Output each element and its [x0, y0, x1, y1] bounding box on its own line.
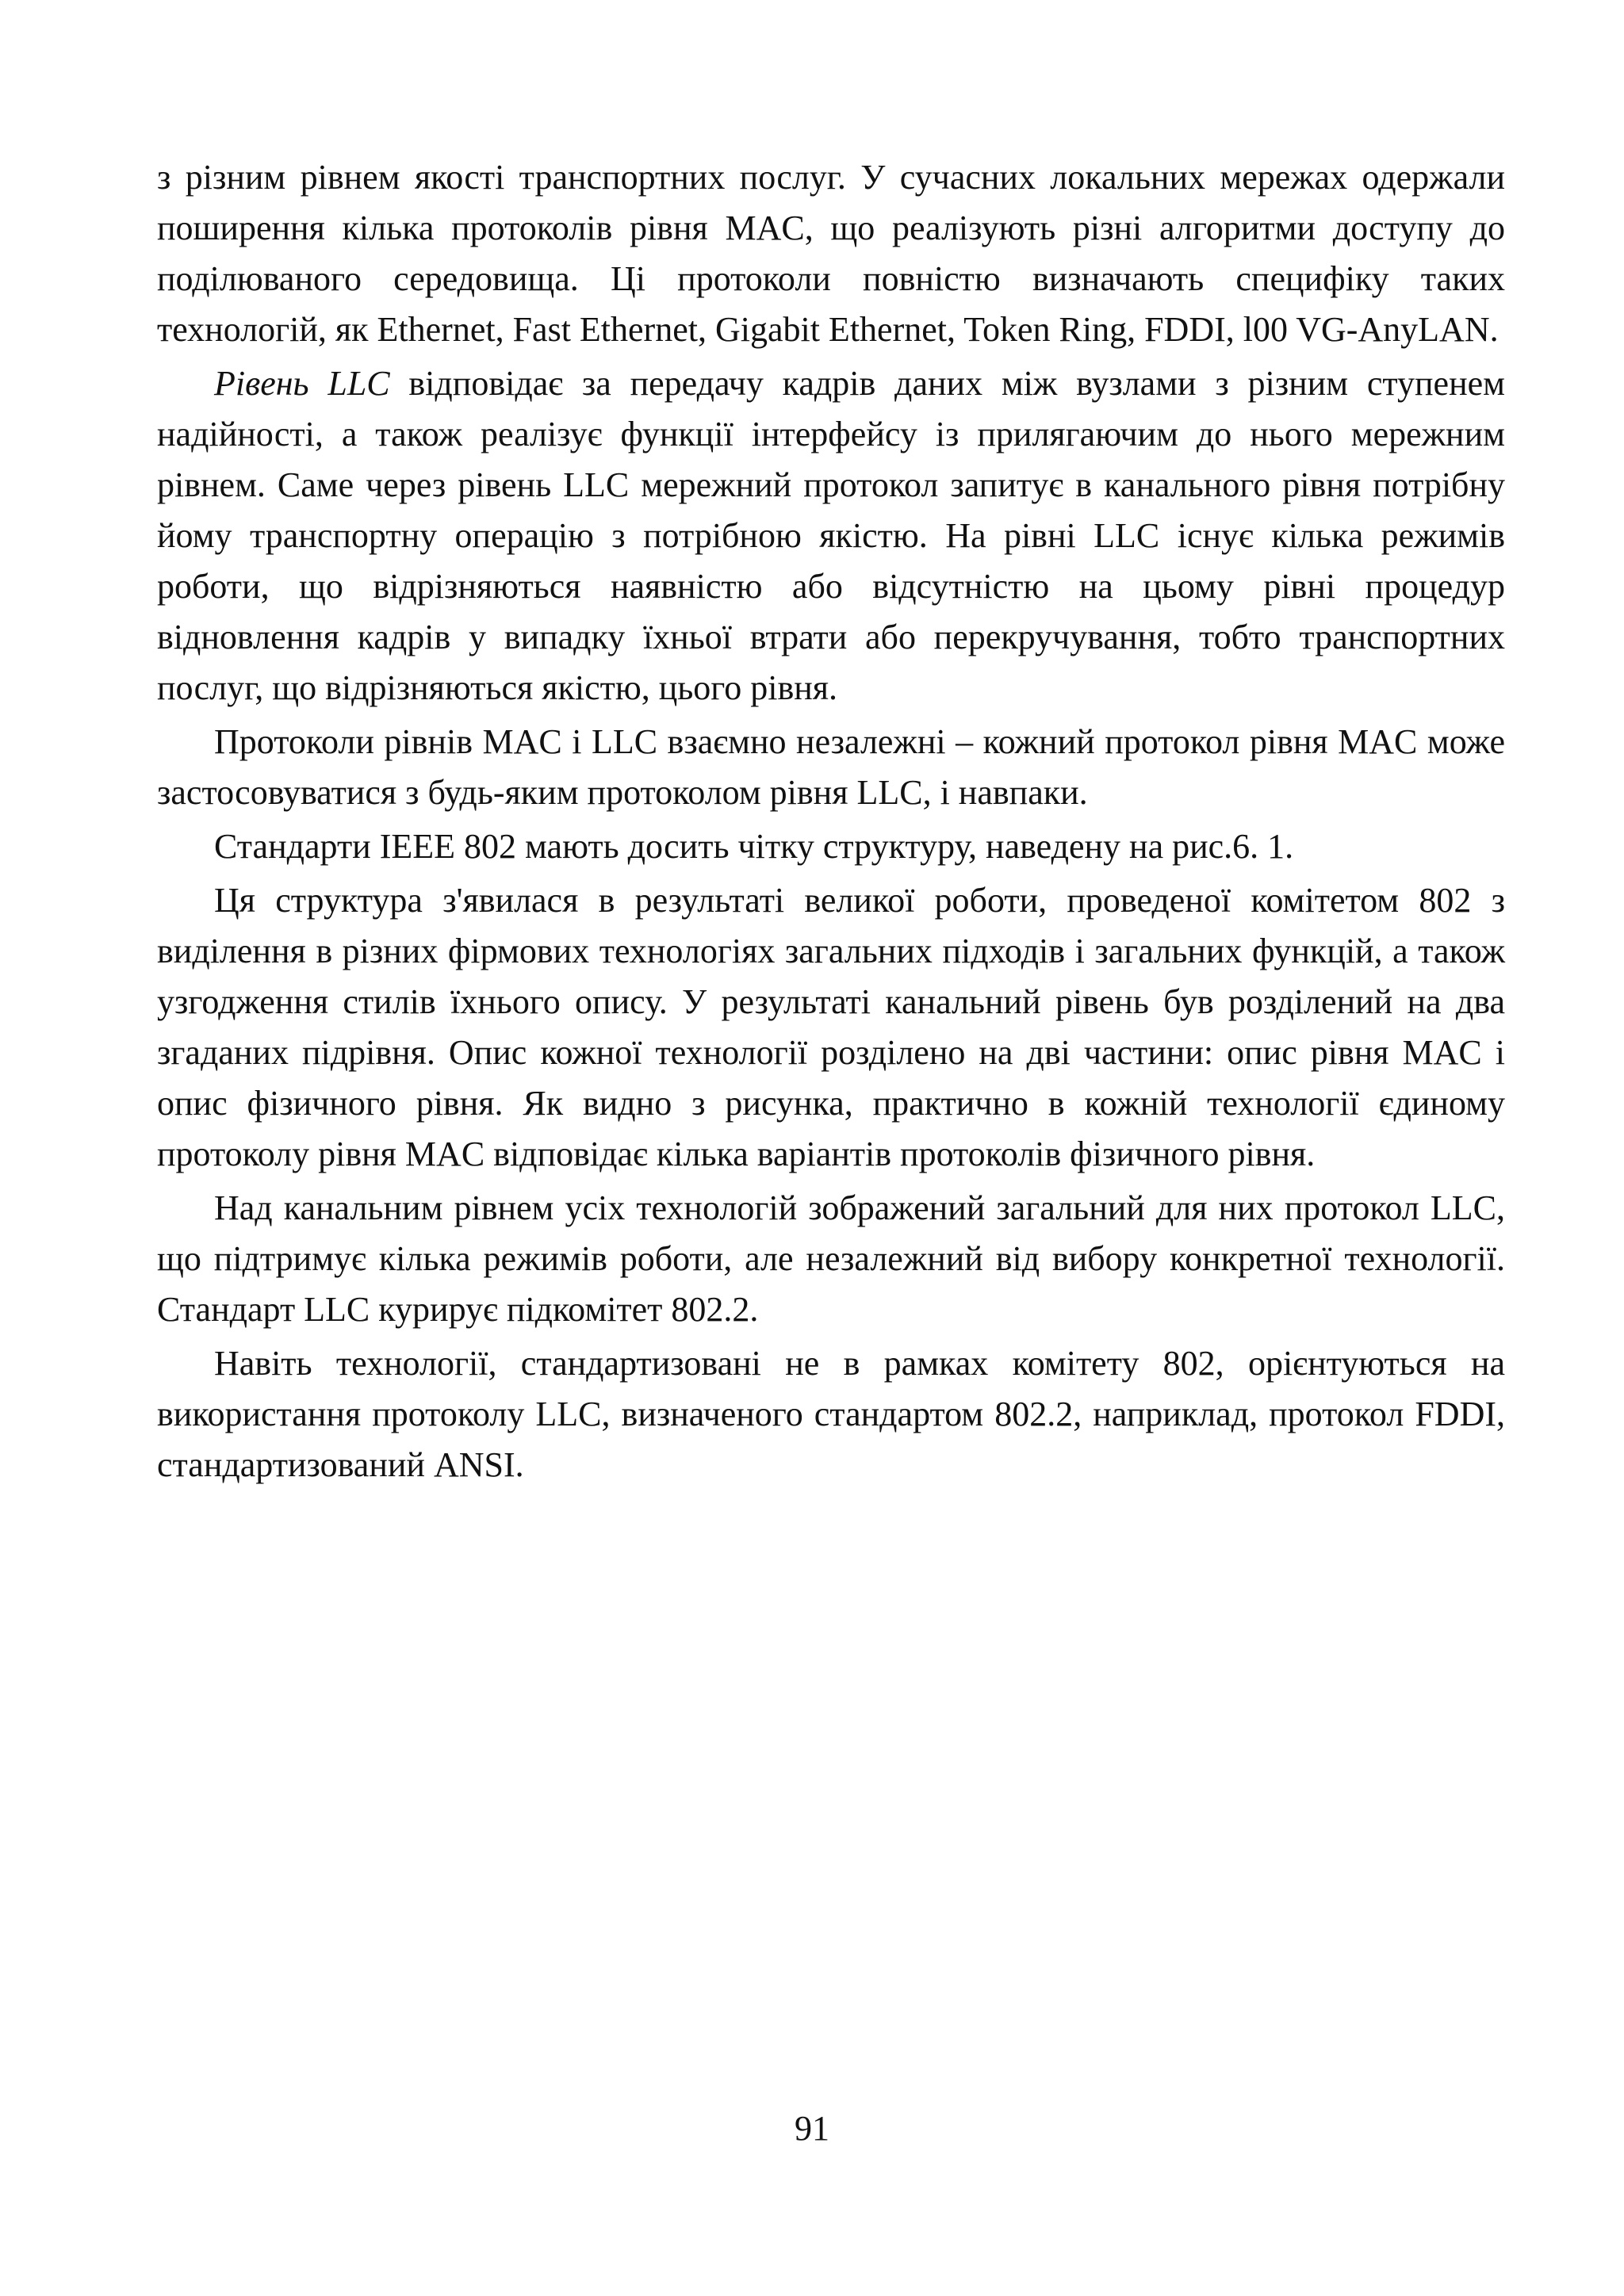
paragraph-5-text: Ця структура з'явилася в результаті великої роботи, проведеної комітетом 802 з виділення в різних фірмових технологіях загальних підходів і загальних функцій, а також узгодження стилів їхнього опису. У результаті канальний рівень був розділений на два згаданих підрівня. Опис кожної технології розділено на дві частини: опис рівня MAC і опис фізичного рівня. Як видно з рисунка, практично в кожній технології єдиному протоколу рівня MAC відповідає кілька варіантів протоколів фізичного рівня. — [157, 881, 1505, 1173]
paragraph-1 — [157, 152, 1505, 355]
page-number: 91 — [795, 2109, 829, 2148]
paragraph-3 — [157, 717, 1505, 818]
paragraph-2 — [157, 358, 1505, 714]
paragraph-6-text: Над канальним рівнем усіх технологій зображений загальний для них протокол LLC, що підтримує кілька режимів роботи, але незалежний від вибору конкретної технології. Стандарт LLC курирує підкомітет 802.2. — [157, 1188, 1505, 1329]
document-body — [157, 152, 1505, 1490]
paragraph-4-text: Стандарти IEEE 802 мають досить чітку структуру, наведену на рис.6. 1. — [214, 827, 1294, 866]
paragraph-6 — [157, 1183, 1505, 1335]
paragraph-5 — [157, 875, 1505, 1180]
paragraph-1-text: з різним рівнем якості транспортних послуг. У сучасних локальних мережах одержали поширення кілька протоколів рівня MAC, що реалізують різні алгоритми доступу до поділюваного середовища. Ці протоколи повністю визначають специфіку таких технологій, як Ethernet, Fast Ethernet, Gigabit Ethernet, Token Ring, FDDI, l00 VG-AnyLAN. — [157, 158, 1505, 349]
paragraph-2-italic-lead: Рівень LLC — [214, 364, 390, 403]
paragraph-3-text: Протоколи рівнів MAC і LLC взаємно незалежні – кожний протокол рівня MAC може застосовуватися з будь-яким протоколом рівня LLC, і навпаки. — [157, 722, 1505, 812]
paragraph-4 — [157, 821, 1505, 872]
paragraph-7-text: Навіть технології, стандартизовані не в рамках комітету 802, орієнтуються на використання протоколу LLC, визначеного стандартом 802.2, наприклад, протокол FDDI, стандартизований ANSI. — [157, 1344, 1505, 1484]
paragraph-2-text: відповідає за передачу кадрів даних між вузлами з різним ступенем надійності, а також реалізує функції інтерфейсу із прилягаючим до нього мережним рівнем. Саме через рівень LLC мережний протокол запитує в канального рівня потрібну йому транспортну операцію з потрібною якістю. На рівні LLC існує кілька режимів роботи, що відрізняються наявністю або відсутністю на цьому рівні процедур відновлення кадрів у випадку їхньої втрати або перекручування, тобто транспортних послуг, що відрізняються якістю, цього рівня. — [157, 364, 1505, 707]
paragraph-7 — [157, 1338, 1505, 1490]
